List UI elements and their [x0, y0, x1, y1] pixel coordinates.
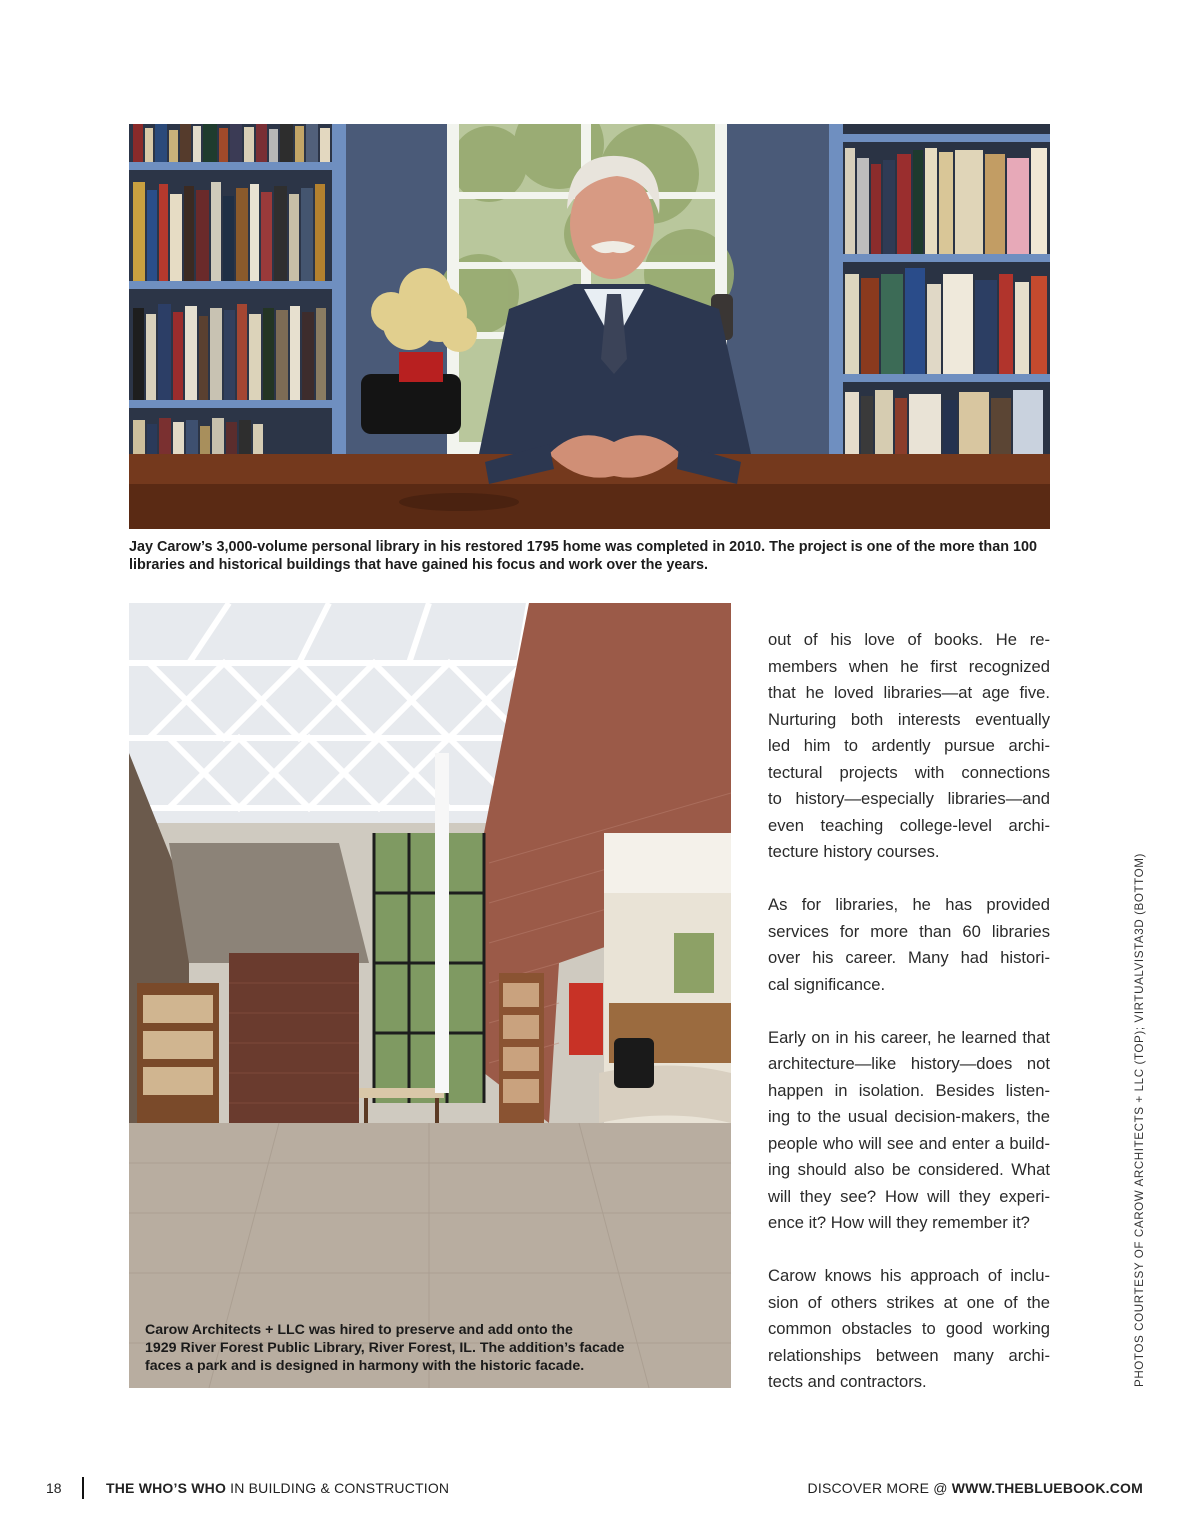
- website-link[interactable]: WWW.THEBLUEBOOK.COM: [951, 1480, 1143, 1496]
- text-line: Carow knows his approach of inclu-: [768, 1266, 1050, 1285]
- paragraph: [768, 627, 1050, 866]
- text-line: Early on in his career, he learned that: [768, 1027, 1050, 1047]
- text-line: that he loved libraries—at age five.: [768, 683, 1050, 702]
- footer-divider: [82, 1477, 84, 1499]
- text-line: sion of others strikes at one of the: [768, 1292, 1050, 1312]
- publication-title: [106, 1480, 449, 1496]
- text-line: led him to ardently pursue archi-: [768, 736, 1050, 755]
- text-line: tects and contractors.: [768, 1372, 927, 1391]
- publication-title-rest: IN BUILDING & CONSTRUCTION: [226, 1480, 450, 1496]
- text-line: out of his love of books. He re-: [768, 630, 1050, 649]
- text-line: As for libraries, he has provided: [768, 895, 1050, 914]
- text-line: members when he first recognized: [768, 656, 1050, 676]
- caption-line: faces a park and is designed in harmony with the historic facade.: [145, 1358, 585, 1374]
- page-footer: [0, 1474, 1200, 1502]
- text-line: will they see? How will they experi-: [768, 1186, 1050, 1206]
- text-line: tectural projects with connections: [768, 762, 1050, 782]
- page-number: 18: [46, 1480, 62, 1496]
- paragraph: [768, 892, 1050, 998]
- text-line: tecture history courses.: [768, 842, 940, 861]
- article-body: [768, 627, 1050, 1422]
- top-photo-caption: [129, 538, 1059, 574]
- text-line: over his career. Many had histori-: [768, 948, 1050, 967]
- photo-credit: PHOTOS COURTESY OF CAROW ARCHITECTS + LLC (TOP); VIRTUALVISTA3D (BOTTOM): [1133, 853, 1146, 1387]
- caption-line: libraries and historical buildings that have gained his focus and work over the years.: [129, 557, 708, 573]
- text-line: common obstacles to good working: [768, 1319, 1050, 1338]
- text-line: ing should also be considered. What: [768, 1160, 1050, 1179]
- discover-more[interactable]: [808, 1480, 1143, 1496]
- paragraph: [768, 1025, 1050, 1237]
- text-line: people who will see and enter a build-: [768, 1133, 1050, 1153]
- text-line: services for more than 60 libraries: [768, 921, 1050, 941]
- publication-title-bold: THE WHO’S WHO: [106, 1480, 227, 1496]
- library-portrait-photo: [129, 124, 1050, 529]
- caption-line: Jay Carow’s 3,000-volume personal library in his restored 1795 home was completed in 2010. The project is one of the more than 100: [129, 539, 1037, 555]
- text-line: ence it? How will they remember it?: [768, 1213, 1030, 1232]
- text-line: ing to the usual decision-makers, the: [768, 1107, 1050, 1126]
- text-line: architecture—like history—does not: [768, 1054, 1050, 1073]
- library-portrait-illustration: [129, 124, 1050, 529]
- text-line: relationships between many archi-: [768, 1345, 1050, 1365]
- text-line: cal significance.: [768, 974, 886, 994]
- text-line: happen in isolation. Besides listen-: [768, 1080, 1050, 1100]
- caption-line: 1929 River Forest Public Library, River Forest, IL. The addition’s facade: [145, 1340, 625, 1356]
- caption-line: Carow Architects + LLC was hired to preserve and add onto the: [145, 1322, 573, 1338]
- library-interior-illustration: [129, 603, 731, 1388]
- discover-prefix: DISCOVER MORE @: [807, 1480, 952, 1496]
- text-line: to history—especially libraries—and: [768, 789, 1050, 808]
- paragraph: [768, 1263, 1050, 1396]
- river-forest-library-photo: [129, 603, 731, 1388]
- text-line: even teaching college-level archi-: [768, 815, 1050, 835]
- text-line: Nurturing both interests eventually: [768, 709, 1050, 729]
- bottom-photo-caption: [145, 1321, 665, 1375]
